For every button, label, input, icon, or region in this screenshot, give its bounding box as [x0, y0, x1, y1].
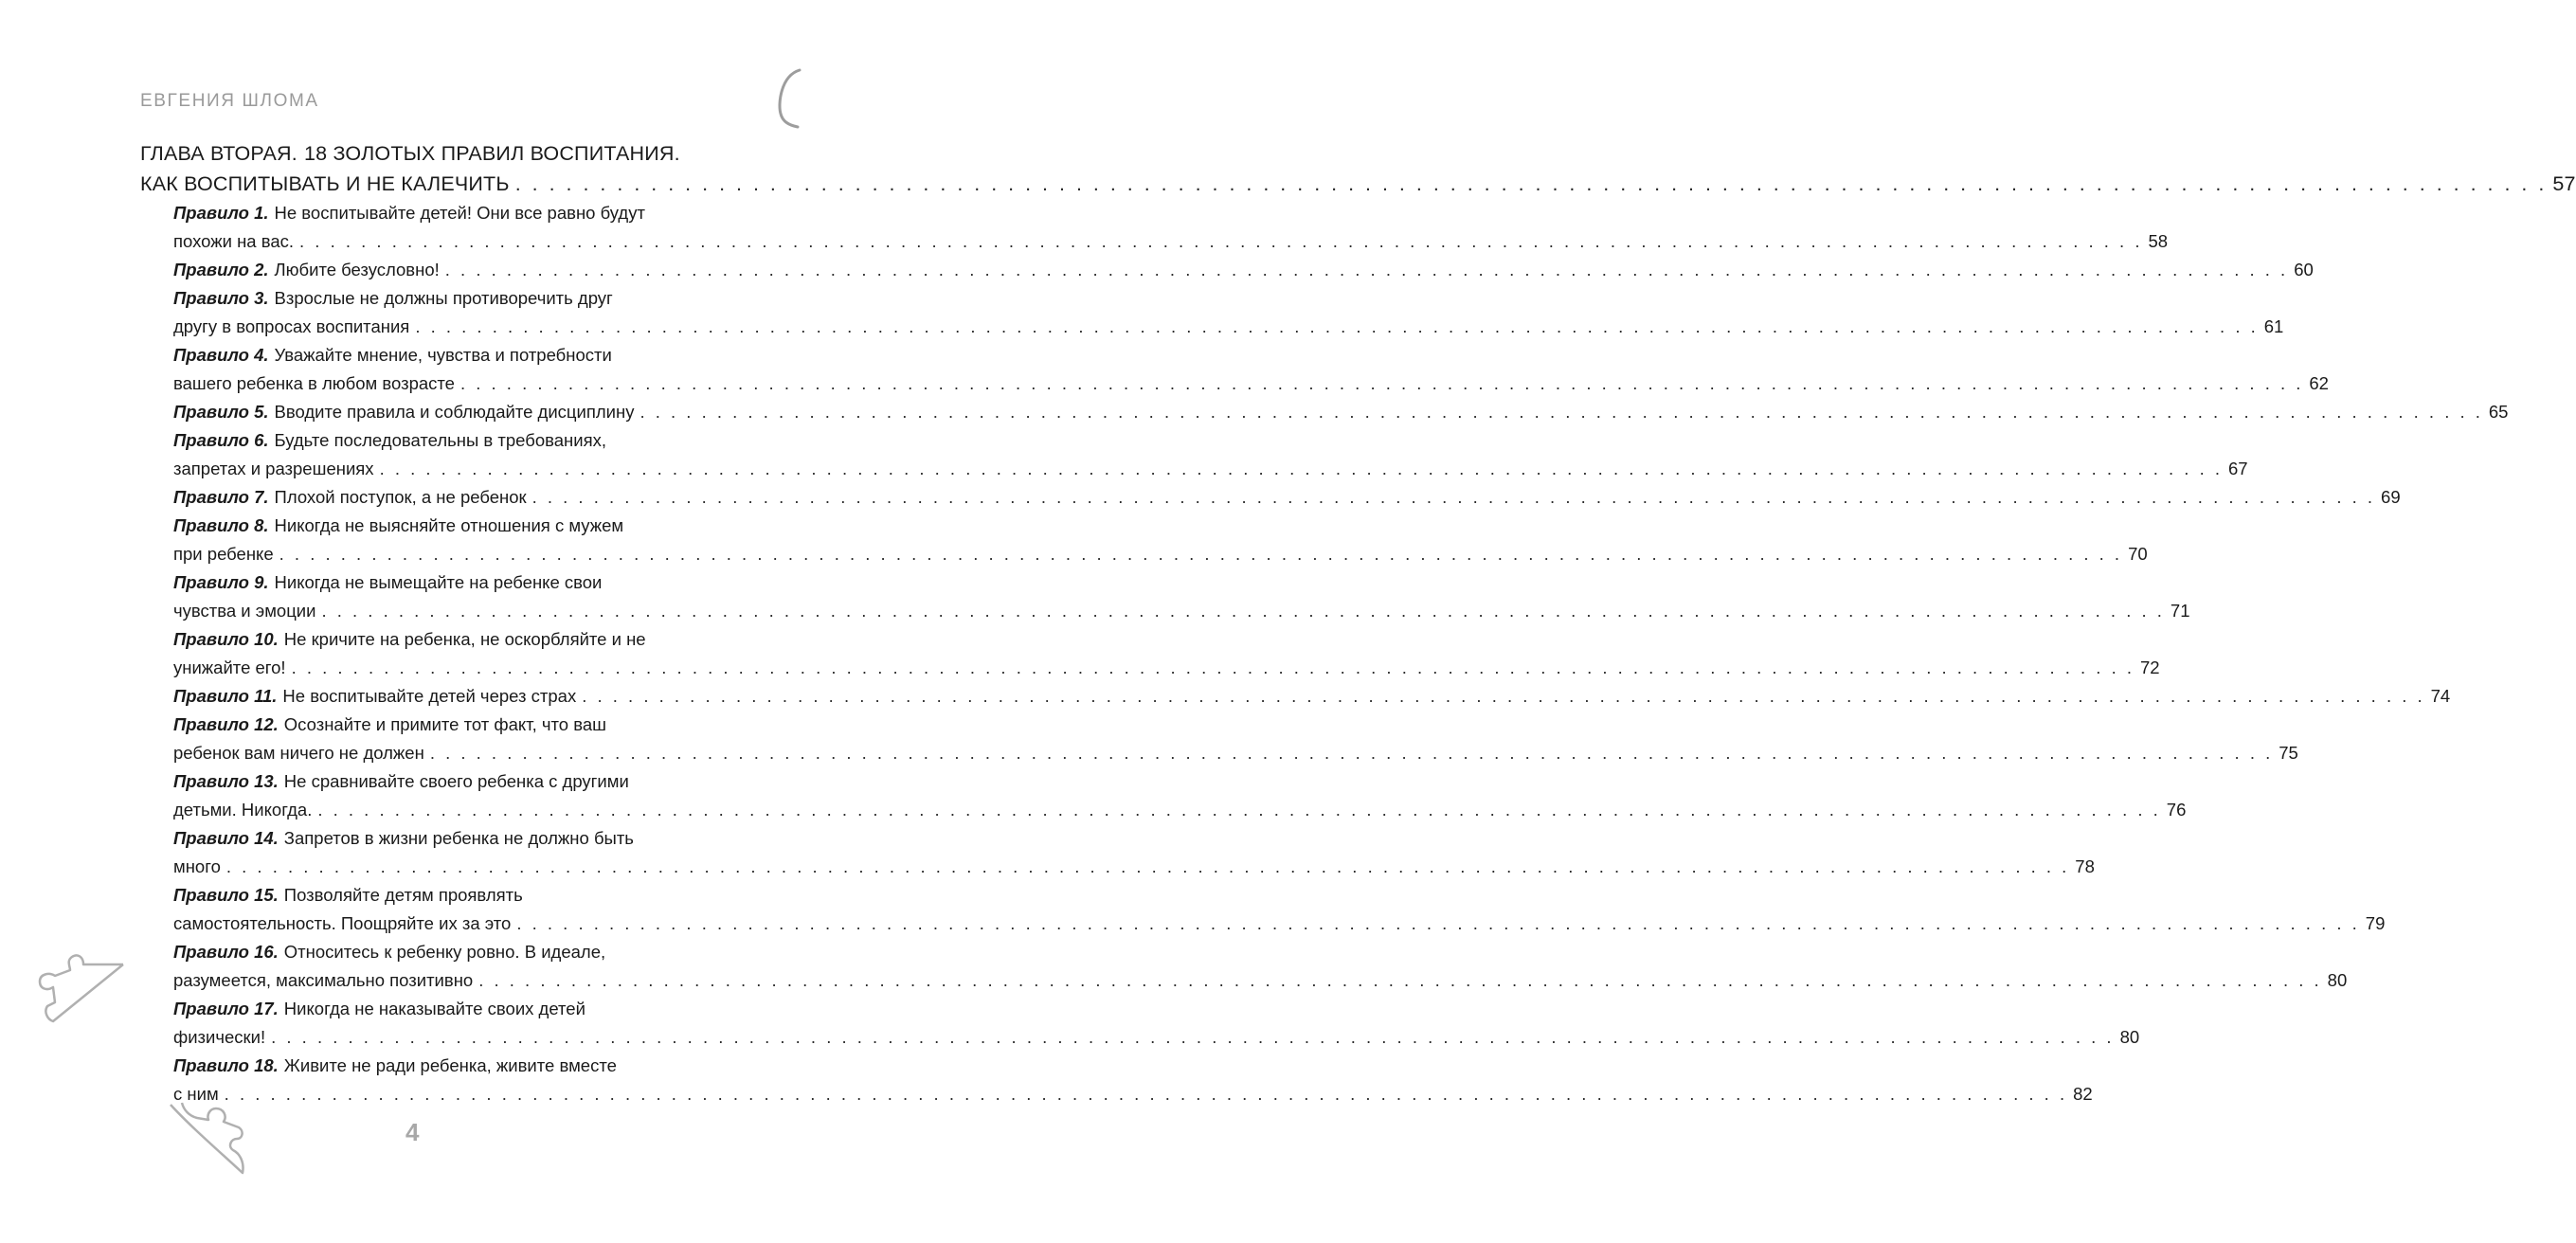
- rule-label: Правило 15.: [173, 885, 279, 905]
- rule-page-number: 80: [2327, 970, 2348, 990]
- toc-entry-rule-3-continued: [173, 316, 2284, 337]
- toc-entry-rule-6: [173, 430, 606, 451]
- rule-label: Правило 8.: [173, 515, 269, 535]
- chapter-label: ГЛАВА ВТОРАЯ.: [140, 142, 297, 165]
- toc-entry-rule-4: [173, 345, 612, 366]
- rule-page-number: 79: [2365, 913, 2386, 933]
- rule-title: другу в вопросах воспитания: [173, 316, 410, 336]
- toc-entry-rule-4-continued: [173, 373, 2329, 394]
- toc-entry-rule-7: [173, 487, 2401, 508]
- rule-title: Вводите правила и соблюдайте дисциплину: [274, 402, 635, 422]
- dot-leader: . . . . . . . . . . . . . . . . . . . . . . . . . . . . . . . . . . . . . . . . . . . . . . . . . . . . . . . . . . . . . . . . . . . . . . . . . . . . . . . . . . . . . . . . . . . . . . . . . . . . . . . . . . . . . . . . . . . . . . . .: [299, 231, 2143, 251]
- rule-page-number: 75: [2279, 743, 2298, 763]
- rule-title: Любите безусловно!: [274, 260, 440, 279]
- puzzle-piece-icon: [28, 953, 133, 1038]
- rule-label: Правило 12.: [173, 714, 279, 734]
- rule-title: Плохой поступок, а не ребенок: [274, 487, 527, 507]
- rule-label: Правило 7.: [173, 487, 269, 507]
- toc-entry-rule-3: [173, 288, 613, 309]
- dot-leader: . . . . . . . . . . . . . . . . . . . . . . . . . . . . . . . . . . . . . . . . . . . . . . . . . . . . . . . . . . . . . . . . . . . . . . . . . . . . . . . . . . . . . . . . . . . . . . . . . . . . . . . . . . . . . . . . . . . . . . . .: [582, 686, 2425, 706]
- dot-leader: . . . . . . . . . . . . . . . . . . . . . . . . . . . . . . . . . . . . . . . . . . . . . . . . . . . . . . . . . . . . . . . . . . . . . . . . . . . . . . . . . . . . . . . . . . . . . . . . . . . . . . . . . . . . . . . . . . . . . . . .: [478, 970, 2322, 990]
- toc-entry-rule-16: [173, 942, 605, 963]
- rule-label: Правило 13.: [173, 771, 279, 791]
- rule-label: Правило 9.: [173, 572, 269, 592]
- dot-leader: . . . . . . . . . . . . . . . . . . . . . . . . . . . . . . . . . . . . . . . . . . . . . . . . . . . . . . . . . . . . . . . . . . . . . . . . . . . . . . . . . . . . . . . . . . . . . . . . . . . . . . . . . . . . . . . . . . . . . . . .: [321, 601, 2165, 621]
- rule-title: детьми. Никогда.: [173, 800, 313, 820]
- rule-page-number: 78: [2075, 856, 2095, 876]
- rule-page-number: 62: [2309, 373, 2329, 393]
- toc-entry-rule-16-continued: [173, 970, 2348, 991]
- rule-title: много: [173, 856, 221, 876]
- toc-entry-rule-17: [173, 999, 585, 1019]
- rule-title: Уважайте мнение, чувства и потребности: [274, 345, 612, 365]
- rule-title: с ним: [173, 1084, 219, 1104]
- toc-entry-rule-15-continued: [173, 913, 2386, 934]
- rule-page-number: 76: [2166, 800, 2187, 820]
- running-header-author: ЕВГЕНИЯ ШЛОМА: [140, 91, 319, 111]
- chapter-heading-line-1: [140, 142, 716, 166]
- rule-label: Правило 2.: [173, 260, 269, 279]
- rule-label: Правило 10.: [173, 629, 279, 649]
- rule-page-number: 67: [2228, 459, 2248, 478]
- dot-leader: . . . . . . . . . . . . . . . . . . . . . . . . . . . . . . . . . . . . . . . . . . . . . . . . . . . . . . . . . . . . . . . . . . . . . . . . . . . . . . . . . . . . . . . . . . . . . . . . . . . . . . . . . . . . . . . . . . . . . . . .: [279, 544, 2123, 564]
- toc-entry-rule-12-continued: [173, 743, 2298, 764]
- rule-title: самостоятельность. Поощряйте их за это: [173, 913, 512, 933]
- rule-title: Взрослые не должны противоречить друг: [274, 288, 613, 308]
- chapter-title: КАК ВОСПИТЫВАТЬ И НЕ КАЛЕЧИТЬ: [140, 172, 510, 195]
- rule-page-number: 60: [2294, 260, 2314, 279]
- dot-leader: . . . . . . . . . . . . . . . . . . . . . . . . . . . . . . . . . . . . . . . . . . . . . . . . . . . . . . . . . . . . . . . . . . . . . . . . . . . . . . . . . . . . . . . . . . . . . . . . . . . . . . . . . . . . . . . . . . . . . . . .: [516, 913, 2360, 933]
- chapter-title: 18 ЗОЛОТЫХ ПРАВИЛ ВОСПИТАНИЯ.: [303, 142, 680, 165]
- rule-label: Правило 5.: [173, 402, 269, 422]
- rule-page-number: 80: [2119, 1027, 2140, 1047]
- dot-leader: . . . . . . . . . . . . . . . . . . . . . . . . . . . . . . . . . . . . . . . . . . . . . . . . . . . . . . . . . . . . . . . . . . . . . . . . . . . . . . . . . . . . . . . . . . . . . . . . . . . . . . . . . . . . . . . . . . . . . . . .: [415, 316, 2259, 336]
- dot-leader: . . . . . . . . . . . . . . . . . . . . . . . . . . . . . . . . . . . . . . . . . . . . . . . . . . . . . . . . . . . . . . . . . . . . . . . . . . . . . . . . . . . . . . . . . . . . . . . . . . . . . . . . . . . . . . . . . . . . . . . .: [459, 373, 2304, 393]
- rule-title: физически!: [173, 1027, 266, 1047]
- toc-entry-rule-11: [173, 686, 2451, 707]
- toc-entry-rule-2: [173, 260, 2314, 280]
- dot-leader: . . . . . . . . . . . . . . . . . . . . . . . . . . . . . . . . . . . . . . . . . . . . . . . . . . . . . . . . . . . . . . . . . . . . . . . . . . . . . . . . . . . . . . . . . . . . . . . . . . . . . . . . . . . . . . . . . . . . . . . .: [639, 402, 2483, 422]
- toc-entry-rule-5: [173, 402, 2509, 423]
- rule-label: Правило 3.: [173, 288, 269, 308]
- rule-page-number: 65: [2488, 402, 2509, 422]
- rule-label: Правило 4.: [173, 345, 269, 365]
- rule-label: Правило 1.: [173, 203, 269, 223]
- toc-entry-rule-10: [173, 629, 646, 650]
- rule-title: Не сравнивайте своего ребенка с другими: [283, 771, 629, 791]
- rule-title: унижайте его!: [173, 658, 286, 677]
- rule-label: Правило 17.: [173, 999, 279, 1018]
- toc-entry-rule-15: [173, 885, 523, 906]
- rule-page-number: 61: [2263, 316, 2284, 336]
- rule-title: Никогда не вымещайте на ребенке свои: [274, 572, 603, 592]
- dot-leader: . . . . . . . . . . . . . . . . . . . . . . . . . . . . . . . . . . . . . . . . . . . . . . . . . . . . . . . . . . . . . . . . . . . . . . . . . . . . . . . . . . . . . . . . . . . . . . . . . . . . . . . . . . . . . . . . . . . . . . . .: [429, 743, 2274, 763]
- rule-page-number: 69: [2381, 487, 2401, 507]
- rule-title: при ребенке: [173, 544, 274, 564]
- rule-title: вашего ребенка в любом возрасте: [173, 373, 455, 393]
- toc-entry-rule-14: [173, 828, 634, 849]
- rule-title: Не кричите на ребенка, не оскорбляйте и не: [283, 629, 646, 649]
- rule-title: Не воспитывайте детей через страх: [282, 686, 577, 706]
- rule-title: Относитесь к ребенку ровно. В идеале,: [283, 942, 606, 962]
- toc-entry-rule-9: [173, 572, 602, 593]
- chapter-page-number: 57: [2552, 172, 2576, 195]
- rule-page-number: 72: [2140, 658, 2160, 677]
- toc-entry-rule-9-continued: [173, 601, 2190, 622]
- dot-leader: . . . . . . . . . . . . . . . . . . . . . . . . . . . . . . . . . . . . . . . . . . . . . . . . . . . . . . . . . . . . . . . . . . . . . . . . . . . . . . . . . . . . . . . . . . . . . . . . . . . . . . . . . . . . . . . . . . . . . . . .: [444, 260, 2289, 279]
- dot-leader: . . . . . . . . . . . . . . . . . . . . . . . . . . . . . . . . . . . . . . . . . . . . . . . . . . . . . . . . . . . . . . . . . . . . . . . . . . . . . . . . . . . . . . . . . . . . . . . . . . . . . . . . . . . . . . . . . . . . . . . .: [224, 1084, 2068, 1104]
- dot-leader: . . . . . . . . . . . . . . . . . . . . . . . . . . . . . . . . . . . . . . . . . . . . . . . . . . . . . . . . . . . . . . . . . . . . . . . . . . . . . . . . . . . . . . . . . . . . . . . . . . . . . . . . . . . . . . . . . . . . . . . .: [379, 459, 2223, 478]
- rule-title: Будьте последовательны в требованиях,: [274, 430, 606, 450]
- dot-leader: . . . . . . . . . . . . . . . . . . . . . . . . . . . . . . . . . . . . . . . . . . . . . . . . . . . . . . . . . . . . . . . . . . . . . . . . . . . . . . . . . . . . . . . . . . . . . . . . . . . . . . . . . . . . . . . . . . . . . . . .: [531, 487, 2376, 507]
- rule-page-number: 58: [2148, 231, 2169, 251]
- rule-title: Запретов в жизни ребенка не должно быть: [283, 828, 634, 848]
- rule-title: Не воспитывайте детей! Они все равно будут: [274, 203, 645, 223]
- rule-title: похожи на вас.: [173, 231, 295, 251]
- toc-entry-rule-1: [173, 203, 645, 224]
- toc-entry-rule-8-continued: [173, 544, 2148, 565]
- rule-label: Правило 18.: [173, 1055, 279, 1075]
- rule-title: Осознайте и примите тот факт, что ваш: [283, 714, 606, 734]
- dot-leader: . . . . . . . . . . . . . . . . . . . . . . . . . . . . . . . . . . . . . . . . . . . . . . . . . . . . . . . . . . . . . . . . . . . . . . . . . . . . . . . . . . . . . . . . . . . . . . . . . . . . . . . . . . . . . . . . . . . . . . . .: [291, 658, 2135, 677]
- toc-entry-rule-14-continued: [173, 856, 2095, 877]
- corner-arc-decoration: [775, 66, 801, 133]
- rule-title: Никогда не выясняйте отношения с мужем: [274, 515, 624, 535]
- rule-title: разумеется, максимально позитивно: [173, 970, 474, 990]
- rule-label: Правило 16.: [173, 942, 279, 962]
- dot-leader: . . . . . . . . . . . . . . . . . . . . . . . . . . . . . . . . . . . . . . . . . . . . . . . . . . . . . . . . . . . . . . . . . . . . . . . . . . . . . . . . . . . . . . . . . . . . . . . . . . . . . . . . . . . . . . . . . . . . . . . .: [271, 1027, 2115, 1047]
- rule-page-number: 74: [2430, 686, 2451, 706]
- rule-title: ребенок вам ничего не должен: [173, 743, 424, 763]
- toc-entry-rule-17-continued: [173, 1027, 2140, 1048]
- toc-entry-rule-13: [173, 771, 629, 792]
- rule-title: чувства и эмоции: [173, 601, 316, 621]
- rule-label: Правило 11.: [173, 686, 278, 706]
- toc-entry-rule-18: [173, 1055, 617, 1076]
- rule-label: Правило 14.: [173, 828, 279, 848]
- toc-entry-rule-6-continued: [173, 459, 2248, 479]
- rule-page-number: 71: [2170, 601, 2190, 621]
- rule-title: запретах и разрешениях: [173, 459, 374, 478]
- rule-title: Позволяйте детям проявлять: [283, 885, 523, 905]
- dot-leader: . . . . . . . . . . . . . . . . . . . . . . . . . . . . . . . . . . . . . . . . . . . . . . . . . . . . . . . . . . . . . . . . . . . . . . . . . . . . . . . . . . . . . . . . . . . . . . . . . . . . . . . . . . . . . . . . . . . . . . . .: [317, 800, 2161, 820]
- toc-entry-rule-10-continued: [173, 658, 2160, 678]
- puzzle-piece-bottom-icon: [161, 1097, 256, 1182]
- dot-leader: . . . . . . . . . . . . . . . . . . . . . . . . . . . . . . . . . . . . . . . . . . . . . . . . . . . . . . . . . . . . . . . . . . . . . . . . . . . . . . . . . . . . . . . . . . . . . . . . . . . . . . . . . . . . . . . . . . . . . . . .: [225, 856, 2070, 876]
- page-number: 4: [405, 1118, 420, 1146]
- toc-entry-rule-12: [173, 714, 606, 735]
- rule-page-number: 82: [2073, 1084, 2093, 1104]
- dot-leader: . . . . . . . . . . . . . . . . . . . . . . . . . . . . . . . . . . . . . . . . . . . . . . . . . . . . . . . . . . . . . . . . . . . . . . . . . . . . . . . . . . . . . . . . . . . . . . . . . . . . . . . . . . . . . . . . . . . . . . . .: [514, 172, 2548, 195]
- rule-label: Правило 6.: [173, 430, 269, 450]
- rule-title: Никогда не наказывайте своих детей: [283, 999, 585, 1018]
- chapter-heading-line-2: [140, 172, 2576, 196]
- toc-entry-rule-1-continued: [173, 231, 2169, 252]
- rule-title: Живите не ради ребенка, живите вместе: [283, 1055, 617, 1075]
- toc-entry-rule-8: [173, 515, 623, 536]
- rule-page-number: 70: [2128, 544, 2148, 564]
- toc-entry-rule-13-continued: [173, 800, 2187, 820]
